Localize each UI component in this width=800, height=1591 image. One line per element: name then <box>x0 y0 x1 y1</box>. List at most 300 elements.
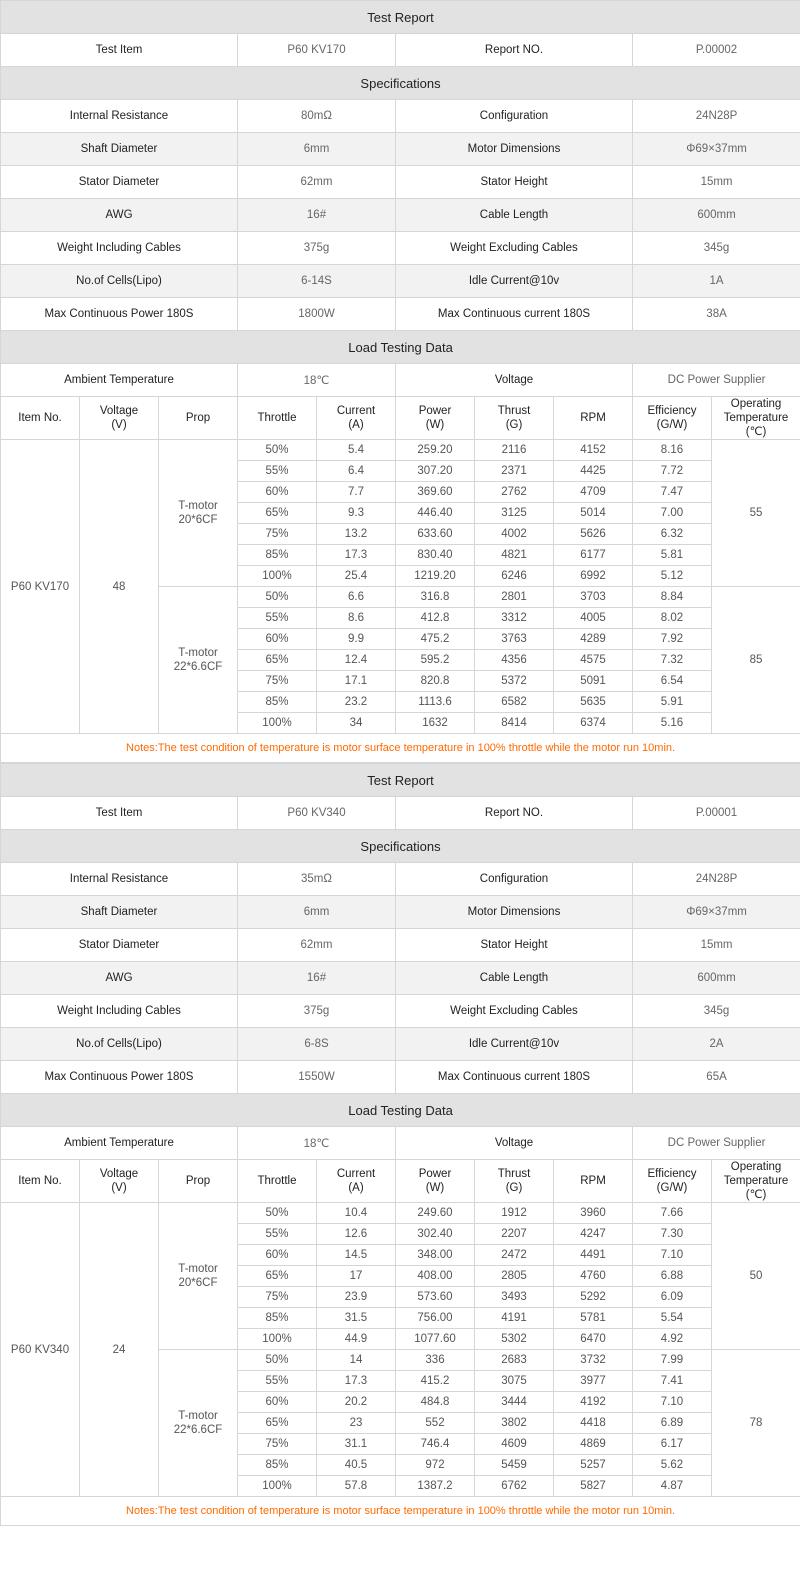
thrust-cell: 8414 <box>475 713 554 734</box>
thrust-cell: 4356 <box>475 650 554 671</box>
throttle-cell: 85% <box>238 692 317 713</box>
header-thrust <box>475 1160 554 1203</box>
spec-row <box>1 232 800 265</box>
rpm-cell: 4425 <box>554 461 633 482</box>
spec-row <box>1 133 800 166</box>
prop-cell-line: 22*6.6CF <box>173 661 223 673</box>
spec-value: 6mm <box>238 896 396 929</box>
power-cell: 336 <box>396 1350 475 1371</box>
header-item-no <box>1 397 80 440</box>
header-current-line: Current <box>336 405 376 417</box>
header-rpm-line: RPM <box>580 1175 606 1187</box>
spec-label: Idle Current@10v <box>396 1028 633 1061</box>
prop-cell-line: T-motor <box>178 1263 218 1275</box>
header-voltage <box>80 1160 159 1203</box>
voltage-label: Voltage <box>396 364 633 397</box>
current-cell: 6.4 <box>317 461 396 482</box>
test-condition-note: Notes:The test condition of temperature is motor surface temperature in 100% throttle while the motor run 10min. <box>1 1497 800 1526</box>
current-cell: 23.9 <box>317 1287 396 1308</box>
voltage-cell: 24 <box>80 1203 159 1497</box>
ambient-temperature-label: Ambient Temperature <box>1 364 238 397</box>
rpm-cell: 4709 <box>554 482 633 503</box>
header-operating-temperature <box>712 397 800 440</box>
ambient-temperature-value: 18℃ <box>238 1127 396 1160</box>
spec-row <box>1 199 800 232</box>
throttle-cell: 50% <box>238 1203 317 1224</box>
header-efficiency <box>633 1160 712 1203</box>
rpm-cell: 5014 <box>554 503 633 524</box>
current-cell: 17 <box>317 1266 396 1287</box>
header-item-no-line: Item No. <box>18 412 62 424</box>
header-throttle-line: Throttle <box>257 1175 297 1187</box>
spec-value: 6mm <box>238 133 396 166</box>
thrust-cell: 6582 <box>475 692 554 713</box>
power-cell: 1632 <box>396 713 475 734</box>
power-cell: 302.40 <box>396 1224 475 1245</box>
throttle-cell: 100% <box>238 566 317 587</box>
spec-label: Stator Height <box>396 929 633 962</box>
power-cell: 820.8 <box>396 671 475 692</box>
efficiency-cell: 7.00 <box>633 503 712 524</box>
thrust-cell: 6762 <box>475 1476 554 1497</box>
throttle-cell: 55% <box>238 461 317 482</box>
specifications-title-row <box>1 67 800 100</box>
spec-row <box>1 298 800 331</box>
power-cell: 446.40 <box>396 503 475 524</box>
header-power-line: (W) <box>425 1182 445 1194</box>
specifications-title: Specifications <box>1 67 800 100</box>
power-cell: 756.00 <box>396 1308 475 1329</box>
spec-value: 1A <box>633 265 800 298</box>
efficiency-cell: 4.92 <box>633 1329 712 1350</box>
spec-value: 2A <box>633 1028 800 1061</box>
load-testing-title-row <box>1 331 800 364</box>
power-cell: 316.8 <box>396 587 475 608</box>
spec-label: Internal Resistance <box>1 100 238 133</box>
ambient-temperature-value: 18℃ <box>238 364 396 397</box>
header-power-line: Power <box>418 405 452 417</box>
current-cell: 44.9 <box>317 1329 396 1350</box>
thrust-cell: 4821 <box>475 545 554 566</box>
prop-cell <box>159 1203 238 1350</box>
specifications-title-row <box>1 830 800 863</box>
spec-row <box>1 962 800 995</box>
current-cell: 14 <box>317 1350 396 1371</box>
power-cell: 484.8 <box>396 1392 475 1413</box>
efficiency-cell: 7.99 <box>633 1350 712 1371</box>
header-thrust-line: (G) <box>505 1182 523 1194</box>
report-no-label: Report NO. <box>396 797 633 830</box>
spec-label: Internal Resistance <box>1 863 238 896</box>
efficiency-cell: 4.87 <box>633 1476 712 1497</box>
header-voltage-line: Voltage <box>99 405 139 417</box>
spec-value: Φ69×37mm <box>633 133 800 166</box>
header-current <box>317 1160 396 1203</box>
spec-value: 15mm <box>633 166 800 199</box>
header-rpm <box>554 397 633 440</box>
rpm-cell: 6177 <box>554 545 633 566</box>
spec-value: 24N28P <box>633 100 800 133</box>
ambient-row <box>1 364 800 397</box>
efficiency-cell: 5.12 <box>633 566 712 587</box>
thrust-cell: 2371 <box>475 461 554 482</box>
header-thrust-line: Thrust <box>497 405 531 417</box>
spec-value: 600mm <box>633 199 800 232</box>
header-thrust-line: Thrust <box>497 1168 531 1180</box>
power-cell: 475.2 <box>396 629 475 650</box>
thrust-cell: 3444 <box>475 1392 554 1413</box>
test-report-table <box>0 0 800 763</box>
thrust-cell: 2116 <box>475 440 554 461</box>
voltage-label: Voltage <box>396 1127 633 1160</box>
spec-row <box>1 1061 800 1094</box>
spec-label: AWG <box>1 962 238 995</box>
operating-temperature-cell: 85 <box>712 587 800 734</box>
header-operating-temperature-line: Temperature <box>723 1175 789 1187</box>
header-power-line: Power <box>418 1168 452 1180</box>
voltage-cell: 48 <box>80 440 159 734</box>
column-header-row <box>1 1160 800 1203</box>
header-voltage-line: (V) <box>111 419 127 431</box>
spec-row <box>1 929 800 962</box>
header-current-line: (A) <box>348 419 364 431</box>
throttle-cell: 65% <box>238 650 317 671</box>
thrust-cell: 5302 <box>475 1329 554 1350</box>
efficiency-cell: 6.88 <box>633 1266 712 1287</box>
spec-label: Motor Dimensions <box>396 896 633 929</box>
throttle-cell: 55% <box>238 1371 317 1392</box>
efficiency-cell: 8.16 <box>633 440 712 461</box>
power-cell: 595.2 <box>396 650 475 671</box>
header-prop-line: Prop <box>185 412 211 424</box>
efficiency-cell: 5.81 <box>633 545 712 566</box>
throttle-cell: 100% <box>238 1476 317 1497</box>
spec-label: Idle Current@10v <box>396 265 633 298</box>
header-prop <box>159 1160 238 1203</box>
throttle-cell: 65% <box>238 1266 317 1287</box>
thrust-cell: 3493 <box>475 1287 554 1308</box>
thrust-cell: 1912 <box>475 1203 554 1224</box>
thrust-cell: 2762 <box>475 482 554 503</box>
thrust-cell: 4191 <box>475 1308 554 1329</box>
current-cell: 12.6 <box>317 1224 396 1245</box>
header-throttle <box>238 397 317 440</box>
rpm-cell: 5091 <box>554 671 633 692</box>
spec-label: No.of Cells(Lipo) <box>1 1028 238 1061</box>
current-cell: 8.6 <box>317 608 396 629</box>
power-cell: 307.20 <box>396 461 475 482</box>
current-cell: 17.3 <box>317 545 396 566</box>
header-current-line: Current <box>336 1168 376 1180</box>
efficiency-cell: 6.09 <box>633 1287 712 1308</box>
current-cell: 23 <box>317 1413 396 1434</box>
prop-cell-line: T-motor <box>178 500 218 512</box>
spec-value: 345g <box>633 995 800 1028</box>
efficiency-cell: 7.10 <box>633 1392 712 1413</box>
rpm-cell: 5781 <box>554 1308 633 1329</box>
report-title-row <box>1 1 800 34</box>
header-operating-temperature <box>712 1160 800 1203</box>
note-row <box>1 1497 800 1526</box>
efficiency-cell: 7.10 <box>633 1245 712 1266</box>
throttle-cell: 50% <box>238 1350 317 1371</box>
power-cell: 830.40 <box>396 545 475 566</box>
spec-label: Stator Height <box>396 166 633 199</box>
test-item-row <box>1 797 800 830</box>
test-item-value: P60 KV340 <box>238 797 396 830</box>
power-cell: 348.00 <box>396 1245 475 1266</box>
test-item-label: Test Item <box>1 34 238 67</box>
spec-row <box>1 995 800 1028</box>
spec-label: Configuration <box>396 863 633 896</box>
rpm-cell: 4152 <box>554 440 633 461</box>
spec-value: 15mm <box>633 929 800 962</box>
operating-temperature-cell: 55 <box>712 440 800 587</box>
spec-value: 62mm <box>238 929 396 962</box>
thrust-cell: 5459 <box>475 1455 554 1476</box>
rpm-cell: 4247 <box>554 1224 633 1245</box>
header-rpm-line: RPM <box>580 412 606 424</box>
spec-row <box>1 896 800 929</box>
spec-row <box>1 265 800 298</box>
current-cell: 6.6 <box>317 587 396 608</box>
current-cell: 20.2 <box>317 1392 396 1413</box>
power-cell: 746.4 <box>396 1434 475 1455</box>
spec-label: Shaft Diameter <box>1 896 238 929</box>
spec-value: 1800W <box>238 298 396 331</box>
thrust-cell: 3125 <box>475 503 554 524</box>
rpm-cell: 4192 <box>554 1392 633 1413</box>
item-no-cell: P60 KV170 <box>1 440 80 734</box>
throttle-cell: 60% <box>238 1392 317 1413</box>
rpm-cell: 5827 <box>554 1476 633 1497</box>
spec-label: Cable Length <box>396 962 633 995</box>
thrust-cell: 5372 <box>475 671 554 692</box>
spec-label: Weight Excluding Cables <box>396 232 633 265</box>
power-cell: 412.8 <box>396 608 475 629</box>
efficiency-cell: 8.02 <box>633 608 712 629</box>
report-title: Test Report <box>1 764 800 797</box>
throttle-cell: 50% <box>238 587 317 608</box>
current-cell: 13.2 <box>317 524 396 545</box>
header-voltage <box>80 397 159 440</box>
thrust-cell: 2805 <box>475 1266 554 1287</box>
current-cell: 9.3 <box>317 503 396 524</box>
rpm-cell: 3703 <box>554 587 633 608</box>
thrust-cell: 4609 <box>475 1434 554 1455</box>
power-cell: 972 <box>396 1455 475 1476</box>
report-title-row <box>1 764 800 797</box>
spec-value: 35mΩ <box>238 863 396 896</box>
throttle-cell: 60% <box>238 629 317 650</box>
header-efficiency-line: (G/W) <box>656 419 688 431</box>
header-efficiency-line: Efficiency <box>647 405 697 417</box>
prop-cell <box>159 1350 238 1497</box>
prop-cell-line: 20*6CF <box>178 514 218 526</box>
efficiency-cell: 6.17 <box>633 1434 712 1455</box>
header-item-no <box>1 1160 80 1203</box>
header-operating-temperature-line: Temperature <box>723 412 789 424</box>
current-cell: 25.4 <box>317 566 396 587</box>
header-operating-temperature-line: (℃) <box>745 1189 767 1201</box>
efficiency-cell: 7.41 <box>633 1371 712 1392</box>
efficiency-cell: 7.47 <box>633 482 712 503</box>
header-power-line: (W) <box>425 419 445 431</box>
prop-cell-line: 20*6CF <box>178 1277 218 1289</box>
power-cell: 259.20 <box>396 440 475 461</box>
throttle-cell: 55% <box>238 1224 317 1245</box>
spec-label: Shaft Diameter <box>1 133 238 166</box>
spec-label: Stator Diameter <box>1 929 238 962</box>
thrust-cell: 4002 <box>475 524 554 545</box>
test-report-table <box>0 763 800 1526</box>
power-cell: 415.2 <box>396 1371 475 1392</box>
rpm-cell: 5626 <box>554 524 633 545</box>
item-no-cell: P60 KV340 <box>1 1203 80 1497</box>
thrust-cell: 3802 <box>475 1413 554 1434</box>
prop-cell <box>159 587 238 734</box>
efficiency-cell: 8.84 <box>633 587 712 608</box>
efficiency-cell: 5.54 <box>633 1308 712 1329</box>
header-power <box>396 1160 475 1203</box>
spec-value: 6-14S <box>238 265 396 298</box>
spec-label: AWG <box>1 199 238 232</box>
throttle-cell: 65% <box>238 1413 317 1434</box>
throttle-cell: 60% <box>238 1245 317 1266</box>
spec-label: No.of Cells(Lipo) <box>1 265 238 298</box>
report-no-value: P.00001 <box>633 797 800 830</box>
header-efficiency-line: Efficiency <box>647 1168 697 1180</box>
power-cell: 1113.6 <box>396 692 475 713</box>
spec-row <box>1 100 800 133</box>
rpm-cell: 4491 <box>554 1245 633 1266</box>
throttle-cell: 100% <box>238 1329 317 1350</box>
throttle-cell: 75% <box>238 671 317 692</box>
power-cell: 633.60 <box>396 524 475 545</box>
spec-value: 62mm <box>238 166 396 199</box>
thrust-cell: 2683 <box>475 1350 554 1371</box>
throttle-cell: 85% <box>238 1308 317 1329</box>
header-power <box>396 397 475 440</box>
throttle-cell: 85% <box>238 1455 317 1476</box>
spec-value: 375g <box>238 995 396 1028</box>
rpm-cell: 6992 <box>554 566 633 587</box>
thrust-cell: 6246 <box>475 566 554 587</box>
throttle-cell: 55% <box>238 608 317 629</box>
power-cell: 408.00 <box>396 1266 475 1287</box>
operating-temperature-cell: 78 <box>712 1350 800 1497</box>
efficiency-cell: 6.32 <box>633 524 712 545</box>
efficiency-cell: 5.16 <box>633 713 712 734</box>
column-header-row <box>1 397 800 440</box>
power-cell: 1077.60 <box>396 1329 475 1350</box>
data-row <box>1 1203 800 1224</box>
header-operating-temperature-line: Operating <box>730 398 782 410</box>
throttle-cell: 75% <box>238 1287 317 1308</box>
spec-label: Max Continuous Power 180S <box>1 1061 238 1094</box>
spec-label: Max Continuous current 180S <box>396 1061 633 1094</box>
efficiency-cell: 6.89 <box>633 1413 712 1434</box>
current-cell: 17.3 <box>317 1371 396 1392</box>
ambient-row <box>1 1127 800 1160</box>
specifications-title: Specifications <box>1 830 800 863</box>
rpm-cell: 4575 <box>554 650 633 671</box>
power-cell: 249.60 <box>396 1203 475 1224</box>
throttle-cell: 60% <box>238 482 317 503</box>
header-current <box>317 397 396 440</box>
header-voltage-line: Voltage <box>99 1168 139 1180</box>
current-cell: 40.5 <box>317 1455 396 1476</box>
thrust-cell: 2472 <box>475 1245 554 1266</box>
thrust-cell: 2801 <box>475 587 554 608</box>
spec-label: Configuration <box>396 100 633 133</box>
spec-value: 1550W <box>238 1061 396 1094</box>
current-cell: 14.5 <box>317 1245 396 1266</box>
spec-value: Φ69×37mm <box>633 896 800 929</box>
rpm-cell: 6374 <box>554 713 633 734</box>
rpm-cell: 3732 <box>554 1350 633 1371</box>
data-row <box>1 440 800 461</box>
prop-cell-line: T-motor <box>178 1410 218 1422</box>
power-cell: 573.60 <box>396 1287 475 1308</box>
header-efficiency <box>633 397 712 440</box>
current-cell: 9.9 <box>317 629 396 650</box>
efficiency-cell: 7.72 <box>633 461 712 482</box>
current-cell: 7.7 <box>317 482 396 503</box>
spec-label: Weight Including Cables <box>1 995 238 1028</box>
header-item-no-line: Item No. <box>18 1175 62 1187</box>
header-voltage-line: (V) <box>111 1182 127 1194</box>
header-prop-line: Prop <box>185 1175 211 1187</box>
spec-value: 65A <box>633 1061 800 1094</box>
current-cell: 5.4 <box>317 440 396 461</box>
rpm-cell: 5635 <box>554 692 633 713</box>
throttle-cell: 50% <box>238 440 317 461</box>
header-thrust <box>475 397 554 440</box>
voltage-value: DC Power Supplier <box>633 1127 800 1160</box>
note-row <box>1 734 800 763</box>
current-cell: 12.4 <box>317 650 396 671</box>
header-rpm <box>554 1160 633 1203</box>
header-current-line: (A) <box>348 1182 364 1194</box>
spec-value: 16# <box>238 962 396 995</box>
load-testing-title: Load Testing Data <box>1 1094 800 1127</box>
rpm-cell: 4760 <box>554 1266 633 1287</box>
efficiency-cell: 7.30 <box>633 1224 712 1245</box>
spec-value: 80mΩ <box>238 100 396 133</box>
thrust-cell: 2207 <box>475 1224 554 1245</box>
current-cell: 10.4 <box>317 1203 396 1224</box>
spec-value: 24N28P <box>633 863 800 896</box>
report-no-label: Report NO. <box>396 34 633 67</box>
header-throttle-line: Throttle <box>257 412 297 424</box>
rpm-cell: 3977 <box>554 1371 633 1392</box>
test-item-label: Test Item <box>1 797 238 830</box>
ambient-temperature-label: Ambient Temperature <box>1 1127 238 1160</box>
rpm-cell: 4289 <box>554 629 633 650</box>
spec-label: Cable Length <box>396 199 633 232</box>
thrust-cell: 3312 <box>475 608 554 629</box>
power-cell: 369.60 <box>396 482 475 503</box>
load-testing-title-row <box>1 1094 800 1127</box>
rpm-cell: 5292 <box>554 1287 633 1308</box>
efficiency-cell: 6.54 <box>633 671 712 692</box>
spec-label: Stator Diameter <box>1 166 238 199</box>
rpm-cell: 6470 <box>554 1329 633 1350</box>
current-cell: 57.8 <box>317 1476 396 1497</box>
thrust-cell: 3075 <box>475 1371 554 1392</box>
spec-label: Max Continuous current 180S <box>396 298 633 331</box>
